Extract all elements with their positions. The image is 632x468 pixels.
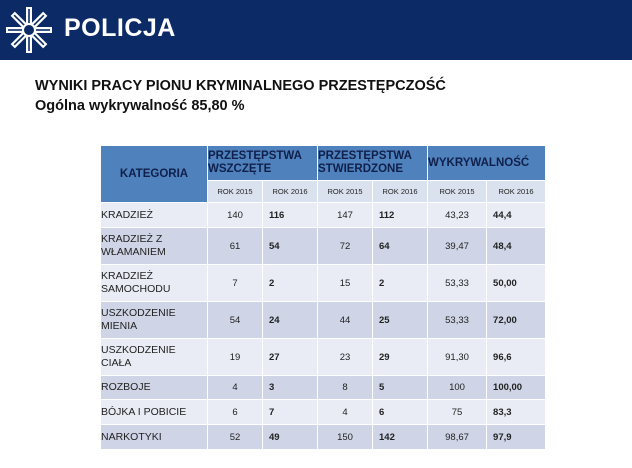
cell-value: 24 <box>263 302 318 339</box>
table-row <box>101 228 546 265</box>
table-row <box>101 339 546 376</box>
header-bar <box>0 0 632 60</box>
cell-value: 140 <box>208 203 263 228</box>
row-category: KRADZIEŻ <box>101 203 208 228</box>
row-category: USZKODZENIE CIAŁA <box>101 339 208 376</box>
header-stwierdzone: PRZESTĘPSTWA STWIERDZONE <box>318 146 428 181</box>
year-header: ROK 2015 <box>428 181 487 203</box>
cell-value: 44,4 <box>487 203 546 228</box>
cell-value: 72 <box>318 228 373 265</box>
cell-value: 7 <box>208 265 263 302</box>
page-title: WYNIKI PRACY PIONU KRYMINALNEGO PRZESTĘPCZOŚĆ <box>35 78 446 94</box>
table-row <box>101 400 546 425</box>
cell-value: 6 <box>373 400 428 425</box>
row-category: KRADZIEŻ SAMOCHODU <box>101 265 208 302</box>
table-row <box>101 376 546 400</box>
cell-value: 98,67 <box>428 425 487 450</box>
table-row <box>101 302 546 339</box>
row-category: BÓJKA I POBICIE <box>101 400 208 425</box>
cell-value: 116 <box>263 203 318 228</box>
cell-value: 61 <box>208 228 263 265</box>
cell-value: 4 <box>318 400 373 425</box>
cell-value: 4 <box>208 376 263 400</box>
cell-value: 7 <box>263 400 318 425</box>
cell-value: 50,00 <box>487 265 546 302</box>
cell-value: 83,3 <box>487 400 546 425</box>
cell-value: 112 <box>373 203 428 228</box>
cell-value: 52 <box>208 425 263 450</box>
year-header: ROK 2015 <box>208 181 263 203</box>
police-star-icon <box>4 5 54 55</box>
table-row <box>101 265 546 302</box>
cell-value: 2 <box>373 265 428 302</box>
cell-value: 142 <box>373 425 428 450</box>
year-header: ROK 2015 <box>318 181 373 203</box>
row-category: NARKOTYKI <box>101 425 208 450</box>
cell-value: 53,33 <box>428 302 487 339</box>
cell-value: 147 <box>318 203 373 228</box>
cell-value: 49 <box>263 425 318 450</box>
cell-value: 19 <box>208 339 263 376</box>
cell-value: 44 <box>318 302 373 339</box>
cell-value: 54 <box>263 228 318 265</box>
cell-value: 25 <box>373 302 428 339</box>
statistics-table <box>100 145 546 450</box>
cell-value: 3 <box>263 376 318 400</box>
cell-value: 8 <box>318 376 373 400</box>
cell-value: 64 <box>373 228 428 265</box>
cell-value: 96,6 <box>487 339 546 376</box>
cell-value: 5 <box>373 376 428 400</box>
year-header: ROK 2016 <box>373 181 428 203</box>
header-wykrywalnosc: WYKRYWALNOŚĆ <box>428 146 546 181</box>
cell-value: 100,00 <box>487 376 546 400</box>
cell-value: 150 <box>318 425 373 450</box>
cell-value: 48,4 <box>487 228 546 265</box>
cell-value: 29 <box>373 339 428 376</box>
cell-value: 97,9 <box>487 425 546 450</box>
cell-value: 53,33 <box>428 265 487 302</box>
row-category: USZKODZENIE MIENIA <box>101 302 208 339</box>
header-wszczete: PRZESTĘPSTWA WSZCZĘTE <box>208 146 318 181</box>
table-row <box>101 425 546 450</box>
cell-value: 15 <box>318 265 373 302</box>
cell-value: 23 <box>318 339 373 376</box>
year-header: ROK 2016 <box>487 181 546 203</box>
cell-value: 39,47 <box>428 228 487 265</box>
cell-value: 72,00 <box>487 302 546 339</box>
table-row <box>101 203 546 228</box>
cell-value: 54 <box>208 302 263 339</box>
year-header: ROK 2016 <box>263 181 318 203</box>
cell-value: 6 <box>208 400 263 425</box>
brand-name: POLICJA <box>64 14 176 42</box>
row-category: ROZBOJE <box>101 376 208 400</box>
page-subtitle: Ogólna wykrywalność 85,80 % <box>35 98 245 114</box>
cell-value: 100 <box>428 376 487 400</box>
cell-value: 91,30 <box>428 339 487 376</box>
cell-value: 75 <box>428 400 487 425</box>
cell-value: 2 <box>263 265 318 302</box>
header-kategoria: KATEGORIA <box>101 146 208 203</box>
cell-value: 27 <box>263 339 318 376</box>
cell-value: 43,23 <box>428 203 487 228</box>
row-category: KRADZIEŻ Z WŁAMANIEM <box>101 228 208 265</box>
